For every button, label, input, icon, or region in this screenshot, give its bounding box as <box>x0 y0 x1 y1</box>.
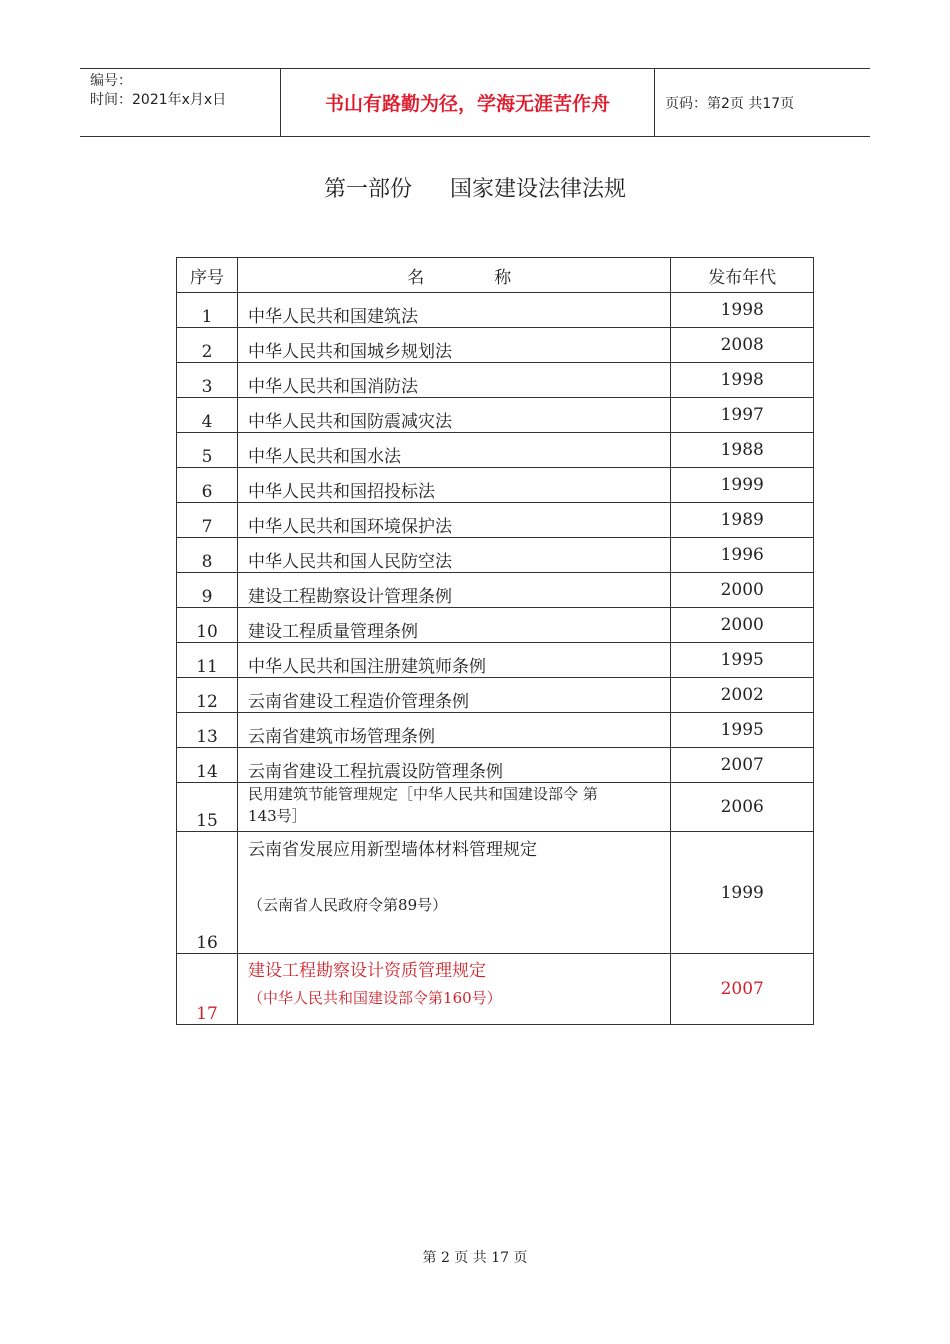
table-row <box>177 433 814 468</box>
row-year: 1998 <box>671 293 814 328</box>
row-no: 17 <box>177 954 238 1025</box>
row-no: 2 <box>177 328 238 363</box>
table-row <box>177 713 814 748</box>
table-row <box>177 363 814 398</box>
row-name: 建设工程勘察设计管理条例 <box>238 573 671 608</box>
row-name <box>238 954 671 1025</box>
row-no: 15 <box>177 783 238 832</box>
row-name: 中华人民共和国环境保护法 <box>238 503 671 538</box>
table-row <box>177 503 814 538</box>
row-year: 1998 <box>671 363 814 398</box>
table-row <box>177 748 814 783</box>
row-name: 中华人民共和国水法 <box>238 433 671 468</box>
row-year: 1995 <box>671 643 814 678</box>
table-header-row <box>177 258 814 293</box>
header-motto: 书山有路勤为径，学海无涯苦作舟 <box>281 69 655 136</box>
row-no: 5 <box>177 433 238 468</box>
row-year: 1999 <box>671 468 814 503</box>
time-label: 时间：2021年x月x日 <box>90 92 227 108</box>
row-year: 2007 <box>671 748 814 783</box>
table-row <box>177 328 814 363</box>
row-name: 中华人民共和国注册建筑师条例 <box>238 643 671 678</box>
row-name: 建设工程质量管理条例 <box>238 608 671 643</box>
row-no: 9 <box>177 573 238 608</box>
title-name: 国家建设法律法规 <box>450 177 627 202</box>
row-name: 云南省建设工程造价管理条例 <box>238 678 671 713</box>
row-name-line1: 民用建筑节能管理规定［中华人民共和国建设部令 第 <box>248 785 598 803</box>
row-year: 2006 <box>671 783 814 832</box>
row-no: 6 <box>177 468 238 503</box>
table-row <box>177 832 814 954</box>
header-name <box>238 258 671 293</box>
row-name-sub: （云南省人民政府令第89号） <box>248 896 448 914</box>
laws-table <box>176 257 814 1025</box>
table-row <box>177 538 814 573</box>
row-name <box>238 832 671 954</box>
row-year: 2007 <box>671 954 814 1025</box>
title-part: 第一部份 <box>323 177 412 202</box>
row-year: 1995 <box>671 713 814 748</box>
row-no: 10 <box>177 608 238 643</box>
row-year: 2000 <box>671 573 814 608</box>
row-name: 中华人民共和国人民防空法 <box>238 538 671 573</box>
row-name: 中华人民共和国城乡规划法 <box>238 328 671 363</box>
row-year: 2002 <box>671 678 814 713</box>
table-row <box>177 573 814 608</box>
table-row <box>177 398 814 433</box>
header-meta <box>80 69 281 136</box>
header-page-info: 页码：第2页 共17页 <box>665 95 795 112</box>
table-row <box>177 643 814 678</box>
row-name: 云南省建筑市场管理条例 <box>238 713 671 748</box>
row-name-line2: 143号］ <box>248 807 307 825</box>
header-name-2: 称 <box>494 267 512 288</box>
row-year: 1999 <box>671 832 814 954</box>
row-no: 11 <box>177 643 238 678</box>
row-no: 4 <box>177 398 238 433</box>
row-no: 1 <box>177 293 238 328</box>
row-name: 中华人民共和国招投标法 <box>238 468 671 503</box>
page-footer: 第 2 页 共 17 页 <box>422 1250 528 1266</box>
row-no: 3 <box>177 363 238 398</box>
header-no: 序号 <box>177 258 238 293</box>
row-no: 13 <box>177 713 238 748</box>
table-row <box>177 954 814 1025</box>
table-row <box>177 293 814 328</box>
code-label: 编号： <box>90 73 132 89</box>
page-title <box>0 172 950 203</box>
row-name: 中华人民共和国建筑法 <box>238 293 671 328</box>
row-no: 14 <box>177 748 238 783</box>
row-name: 云南省建设工程抗震设防管理条例 <box>238 748 671 783</box>
document-header <box>80 68 870 137</box>
table-row <box>177 608 814 643</box>
row-year: 2000 <box>671 608 814 643</box>
row-no: 7 <box>177 503 238 538</box>
row-name: 中华人民共和国防震减灾法 <box>238 398 671 433</box>
row-year: 1997 <box>671 398 814 433</box>
row-year: 2008 <box>671 328 814 363</box>
row-year: 1989 <box>671 503 814 538</box>
row-name <box>238 783 671 832</box>
row-no: 12 <box>177 678 238 713</box>
header-name-1: 名 <box>407 267 425 288</box>
header-year: 发布年代 <box>671 258 814 293</box>
table-row <box>177 468 814 503</box>
row-no: 16 <box>177 832 238 954</box>
row-year: 1988 <box>671 433 814 468</box>
row-name-main: 云南省发展应用新型墙体材料管理规定 <box>248 840 538 860</box>
row-year: 1996 <box>671 538 814 573</box>
row-name: 中华人民共和国消防法 <box>238 363 671 398</box>
row-name-sub: （中华人民共和国建设部令第160号） <box>248 989 502 1007</box>
table-row <box>177 678 814 713</box>
row-name-main: 建设工程勘察设计资质管理规定 <box>248 961 487 981</box>
table-row <box>177 783 814 832</box>
row-no: 8 <box>177 538 238 573</box>
